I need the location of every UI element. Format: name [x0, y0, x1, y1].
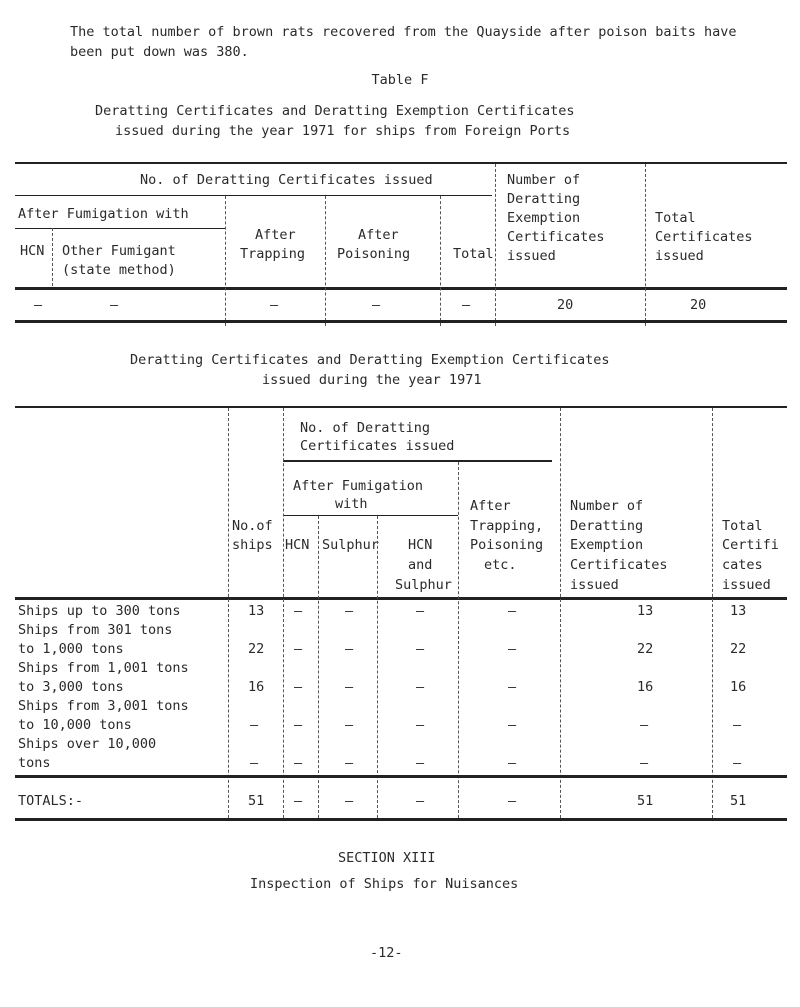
cell-hcn: – — [294, 717, 303, 733]
table-2-col-hcn-sulphur-2: and — [408, 557, 433, 573]
table-f-cell-other: – — [110, 297, 119, 313]
table-f-col-other-1: Other Fumigant — [62, 243, 176, 259]
table-2-col-exempt-5: issued — [570, 577, 619, 593]
table-2-divider — [318, 516, 319, 818]
table-2-col-total-1: Total — [722, 518, 763, 534]
table-f-cell-hcn: – — [34, 297, 43, 313]
table-f-heading: Table F — [371, 72, 429, 88]
cell-hcn: – — [294, 641, 303, 657]
cell-hcn-sulphur: – — [416, 603, 425, 619]
cell-trapping: – — [508, 603, 517, 619]
cell-hcn-sulphur: – — [416, 641, 425, 657]
cell-trapping: – — [508, 717, 517, 733]
table-f-col-poisoning-2: Poisoning — [337, 246, 411, 262]
table-2-divider — [228, 408, 229, 818]
table-2-col-trapping-1: After — [470, 498, 511, 514]
totals-label: TOTALS:- — [18, 793, 84, 809]
table-2-sub-rule — [283, 515, 458, 516]
table-2-group-rule — [283, 460, 552, 462]
table-f-divider — [225, 196, 226, 326]
cell-total: 16 — [730, 679, 747, 695]
table-2-title-line1: Deratting Certificates and Deratting Exemption Certificates — [130, 352, 610, 368]
table-f-col-exempt-3: Exemption — [507, 210, 581, 226]
cell-total: 13 — [730, 603, 747, 619]
total-total: 51 — [730, 793, 747, 809]
table-2-col-exempt-4: Certificates — [570, 557, 668, 573]
table-2-col-exempt-2: Deratting — [570, 518, 644, 534]
row-label: Ships over 10,000 — [18, 736, 157, 752]
table-f-divider — [325, 196, 326, 326]
table-2-divider — [458, 462, 459, 818]
cell-total: – — [733, 717, 742, 733]
table-f-header-rule — [15, 287, 787, 290]
row-label: Ships up to 300 tons — [18, 603, 181, 619]
table-2-col-trapping-4: etc. — [484, 557, 517, 573]
table-f-title-line1: Deratting Certificates and Deratting Exemption Certificates — [95, 103, 575, 119]
table-f-col-exempt-2: Deratting — [507, 191, 581, 207]
section-heading: SECTION XIII — [338, 850, 436, 866]
table-2-divider — [283, 408, 284, 818]
table-f-divider — [645, 164, 646, 326]
table-2-bottom-rule — [15, 818, 787, 821]
table-2-subheader-2: with — [335, 496, 368, 512]
table-f-subheader: After Fumigation with — [18, 206, 189, 222]
table-2-divider — [560, 408, 561, 818]
table-f-divider — [440, 196, 441, 326]
total-exempt: 51 — [637, 793, 654, 809]
cell-sulphur: – — [345, 679, 354, 695]
table-2-col-total-2: Certifi — [722, 537, 779, 553]
table-2-group-header-1: No. of Deratting — [300, 420, 431, 436]
row-label-cont: to 3,000 tons — [18, 679, 124, 695]
cell-exempt: 13 — [637, 603, 654, 619]
cell-total: 22 — [730, 641, 747, 657]
table-f-col-hcn: HCN — [20, 243, 45, 259]
table-2-col-total-3: cates — [722, 557, 763, 573]
table-f-col-totalcerts-2: Certificates — [655, 229, 753, 245]
cell-trapping: – — [508, 679, 517, 695]
table-2-col-trapping-3: Poisoning — [470, 537, 544, 553]
section-subheading: Inspection of Ships for Nuisances — [250, 876, 519, 892]
table-f-col-exempt-5: issued — [507, 248, 556, 264]
table-2-col-exempt-3: Exemption — [570, 537, 644, 553]
cell-exempt: 22 — [637, 641, 654, 657]
table-f-col-exempt-4: Certificates — [507, 229, 605, 245]
table-2-header-rule — [15, 597, 787, 600]
table-f-bottom-rule — [15, 320, 787, 323]
table-2-col-hcn-sulphur-1: HCN — [408, 537, 433, 553]
table-f-col-totalcerts-1: Total — [655, 210, 696, 226]
cell-exempt: – — [640, 755, 649, 771]
cell-hcn-sulphur: – — [416, 755, 425, 771]
table-2-title-line2: issued during the year 1971 — [262, 372, 482, 388]
table-f-col-trapping-2: Trapping — [240, 246, 306, 262]
cell-exempt: – — [640, 717, 649, 733]
table-2-top-rule — [15, 406, 787, 408]
table-2-subheader-1: After Fumigation — [293, 478, 424, 494]
table-2-col-trapping-2: Trapping, — [470, 518, 544, 534]
table-2-col-hcn: HCN — [285, 537, 310, 553]
cell-exempt: 16 — [637, 679, 654, 695]
cell-hcn: – — [294, 603, 303, 619]
cell-ships: 16 — [248, 679, 265, 695]
row-label: Ships from 301 tons — [18, 622, 173, 638]
total-hcn-sulphur: – — [416, 793, 425, 809]
cell-hcn-sulphur: – — [416, 717, 425, 733]
cell-ships: 22 — [248, 641, 265, 657]
cell-hcn: – — [294, 679, 303, 695]
table-f-sub-rule — [15, 228, 225, 229]
table-f-col-exempt-1: Number of — [507, 172, 581, 188]
table-f-col-total: Total — [453, 246, 494, 262]
total-ships: 51 — [248, 793, 265, 809]
table-2-divider — [377, 516, 378, 818]
table-f-top-rule — [15, 162, 787, 164]
total-hcn: – — [294, 793, 303, 809]
row-label: Ships from 1,001 tons — [18, 660, 189, 676]
table-f-col-totalcerts-3: issued — [655, 248, 704, 264]
table-2-col-ships-2: ships — [232, 537, 273, 553]
cell-hcn-sulphur: – — [416, 679, 425, 695]
cell-sulphur: – — [345, 717, 354, 733]
cell-hcn: – — [294, 755, 303, 771]
intro-paragraph: The total number of brown rats recovered from the Quayside after poison baits have been put down was 380. — [70, 24, 737, 60]
total-trapping: – — [508, 793, 517, 809]
table-2-col-hcn-sulphur-3: Sulphur — [395, 577, 452, 593]
cell-total: – — [733, 755, 742, 771]
cell-trapping: – — [508, 755, 517, 771]
table-2-divider — [712, 408, 713, 818]
table-2-group-header-2: Certificates issued — [300, 438, 455, 454]
table-f-cell-exempt: 20 — [557, 297, 574, 313]
total-sulphur: – — [345, 793, 354, 809]
row-label-cont: tons — [18, 755, 51, 771]
table-f-col-poisoning-1: After — [358, 227, 399, 243]
table-f-cell-totalcerts: 20 — [690, 297, 707, 313]
row-label-cont: to 10,000 tons — [18, 717, 132, 733]
table-f-col-other-2: (state method) — [62, 262, 176, 278]
cell-trapping: – — [508, 641, 517, 657]
cell-ships: – — [250, 755, 259, 771]
table-f-divider — [495, 164, 496, 326]
cell-ships: – — [250, 717, 259, 733]
cell-sulphur: – — [345, 603, 354, 619]
table-f-group-rule — [15, 195, 492, 196]
table-f-title-line2: issued during the year 1971 for ships from Foreign Ports — [115, 123, 571, 139]
cell-ships: 13 — [248, 603, 265, 619]
table-2-col-total-4: issued — [722, 577, 771, 593]
table-f-cell-total: – — [462, 297, 471, 313]
table-f-group-header: No. of Deratting Certificates issued — [140, 172, 433, 188]
table-f-cell-trapping: – — [270, 297, 279, 313]
page-number: -12- — [370, 945, 403, 961]
table-f-col-trapping-1: After — [255, 227, 296, 243]
table-2-totals-rule — [15, 775, 787, 778]
table-2-col-exempt-1: Number of — [570, 498, 644, 514]
row-label: Ships from 3,001 tons — [18, 698, 189, 714]
table-f-divider — [52, 228, 53, 286]
row-label-cont: to 1,000 tons — [18, 641, 124, 657]
table-2-col-sulphur: Sulphur — [322, 537, 379, 553]
cell-sulphur: – — [345, 755, 354, 771]
cell-sulphur: – — [345, 641, 354, 657]
table-2-col-ships-1: No.of — [232, 518, 273, 534]
table-f-cell-poisoning: – — [372, 297, 381, 313]
